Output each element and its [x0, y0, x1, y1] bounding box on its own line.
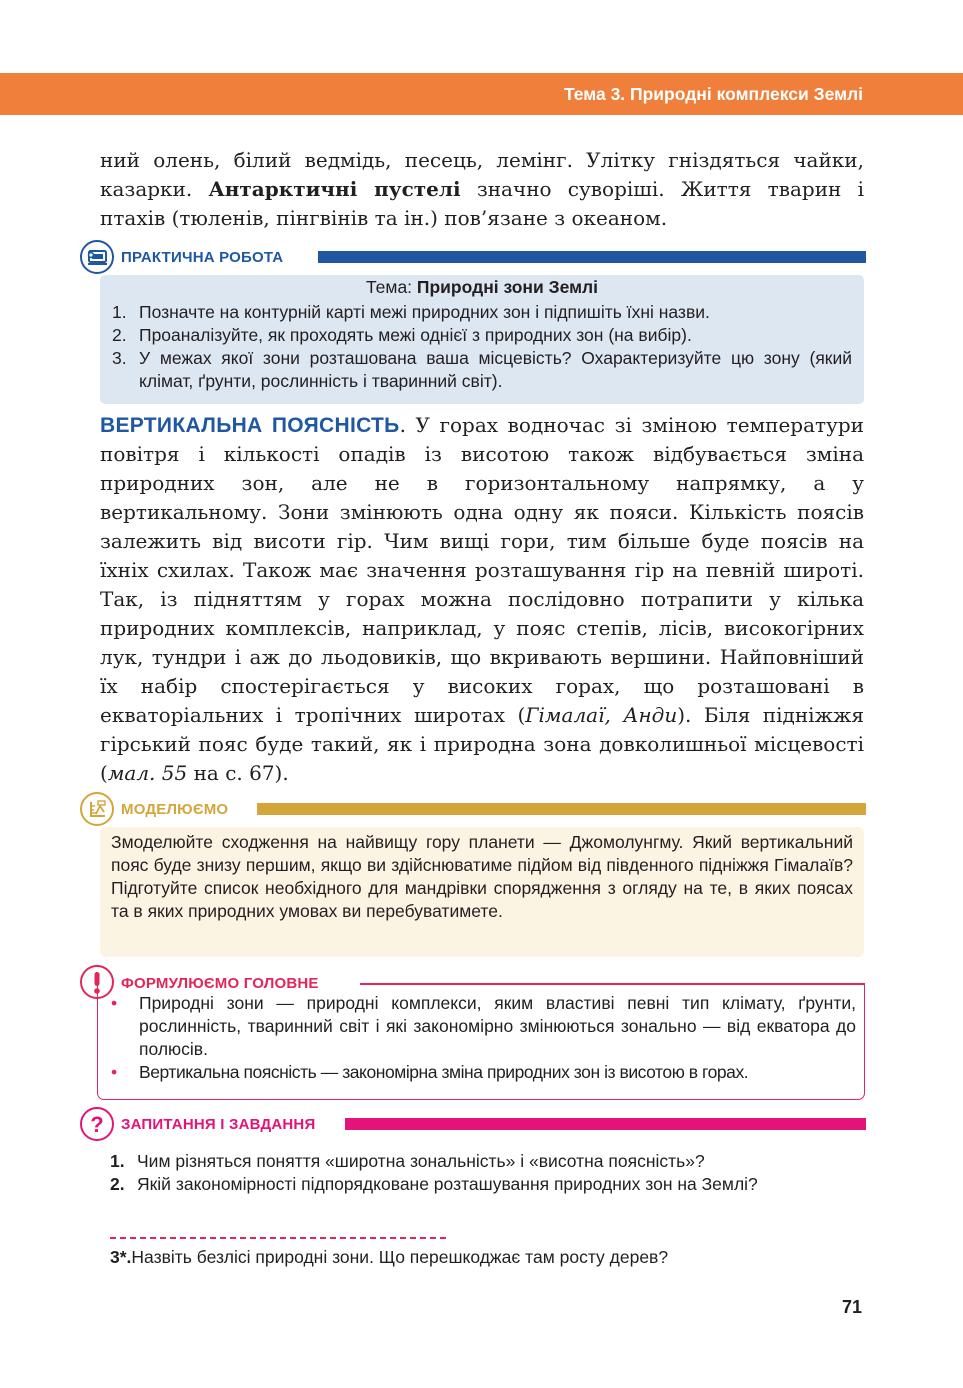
question-item — [110, 1150, 864, 1173]
vertical-text-2: ). Біля підніжжя гірський пояс буде такий, як і природна зона довколишньої місцевості ( — [100, 703, 864, 785]
questions-heading-label: ЗАПИТАННЯ І ЗАВДАННЯ — [121, 1116, 316, 1133]
practical-heading-bar — [318, 251, 866, 263]
question-item-extra — [110, 1246, 668, 1269]
practical-item-number: 3. — [112, 348, 127, 368]
main-item — [106, 1061, 856, 1084]
practical-item — [112, 324, 852, 347]
questions-heading-bar — [345, 1118, 866, 1130]
main-item — [106, 992, 856, 1061]
practical-item-number: 1. — [112, 302, 127, 322]
practical-topic-label: Тема: — [365, 277, 417, 297]
practical-heading — [80, 240, 866, 274]
model-heading-label: МОДЕЛЮЄМО — [121, 801, 229, 818]
questions-heading — [80, 1107, 866, 1141]
intro-text-2: значно суворіші. Життя тварин і птахів (тюленів, пінгвінів та ін.) пов’язане з океаном. — [100, 177, 864, 230]
question-item — [110, 1173, 864, 1196]
practical-item-number: 2. — [112, 325, 127, 345]
practical-item-text: Позначте на контурній карті межі природних зон і підпишіть їхні назви. — [139, 302, 710, 322]
practical-box — [100, 275, 864, 404]
page-header-title: Тема 3. Природні комплекси Землі — [563, 84, 863, 104]
main-box — [97, 983, 865, 1100]
practical-item — [112, 347, 852, 393]
question-text: Якій закономірності підпорядковане розташування природних зон на Землі? — [137, 1174, 758, 1194]
vertical-zonality-term: ВЕРТИКАЛЬНА ПОЯСНІСТЬ — [100, 414, 400, 437]
question-number: 3*. — [110, 1247, 132, 1267]
question-mark-icon — [80, 1107, 114, 1141]
questions-list — [110, 1150, 864, 1196]
vertical-italic-1: Гімалаї, Анди — [525, 703, 678, 727]
dashed-divider — [110, 1237, 446, 1239]
modeling-icon — [80, 792, 114, 826]
main-item-text: Вертикальна поясність — закономірна зміна природних зон із висотою в горах. — [139, 1062, 749, 1082]
bullet: • — [111, 993, 118, 1013]
model-heading-bar — [257, 803, 866, 815]
vertical-zonality-paragraph — [100, 411, 864, 788]
question-number: 2. — [110, 1174, 125, 1194]
question-text: Назвіть безлісі природні зони. Що перешкоджає там росту дерев? — [131, 1247, 669, 1267]
page-header-bar — [0, 73, 963, 115]
page-number: 71 — [841, 1297, 862, 1317]
vertical-text-1: . У горах водночас зі зміною температури повітря і кількості опадів із висотою також відбувається зміна природних зон, але не в горизонтальному напрямку, а у вертикальному. Зони змінюють одна одну як пояси. Кількість поясів залежить від висоти гір. Чим вищі гори, тим більше буде поясів на їхніх схилах. Також має значення розташування гір на певній широті. Так, із підняттям у горах можна послідовно потрапити у кілька природних комплексів, наприклад, у пояс степів, лісів, високогірних лук, тундри і аж до льодовиків, що вкривають вершини. Найповніший їх набір спостерігається у високих горах, що розташовані в екваторіальних і тропічних широтах ( — [100, 413, 864, 727]
practical-item-text: У межах якої зони розташована ваша місцевість? Охарактеризуйте цю зону (який клімат, ґрунти, рослинність і тваринний світ). — [139, 348, 852, 391]
intro-bold-term: Антарктичні пустелі — [208, 177, 461, 201]
bullet: • — [111, 1062, 117, 1082]
question-number: 1. — [110, 1151, 125, 1171]
model-box: Змоделюйте сходження на найвищу гору планети — Джомолунгму. Який вертикальний пояс буде знизу першим, якщо ви здійснюватиме підйом від південного підніжжя Гімалаїв? Підготуйте список необхідного для мандрівки спорядження з огляду на те, в яких поясах та в яких природних умовах ви перебуватимете. — [100, 827, 864, 957]
practical-topic — [112, 276, 852, 299]
model-heading — [80, 792, 866, 826]
main-item-text: Природні зони — природні комплекси, яким властиві певні тип клімату, ґрунти, рослинність, тваринний світ і які закономірно змінюються зонально — від екватора до полюсів. — [139, 993, 856, 1059]
intro-paragraph — [100, 146, 864, 233]
intro-text-1: ний олень, білий ведмідь, песець, лемінг. Улітку гніздяться чайки, казарки. — [100, 148, 864, 201]
practical-item — [112, 301, 852, 324]
practical-item-text: Проаналізуйте, як проходять межі однієї з природних зон (на вибір). — [139, 325, 692, 345]
vertical-italic-2: мал. 55 — [107, 761, 188, 785]
svg-text:?: ? — [90, 1112, 104, 1137]
vertical-text-3: на с. 67). — [187, 761, 289, 785]
question-text: Чим різняться поняття «широтна зональність» і «висотна поясність»? — [137, 1151, 705, 1171]
practical-heading-label: ПРАКТИЧНА РОБОТА — [121, 249, 284, 266]
practical-topic-value: Природні зони Землі — [416, 277, 599, 297]
main-heading-label: ФОРМУЛЮЄМО ГОЛОВНЕ — [121, 975, 319, 992]
practical-work-icon — [80, 240, 114, 274]
